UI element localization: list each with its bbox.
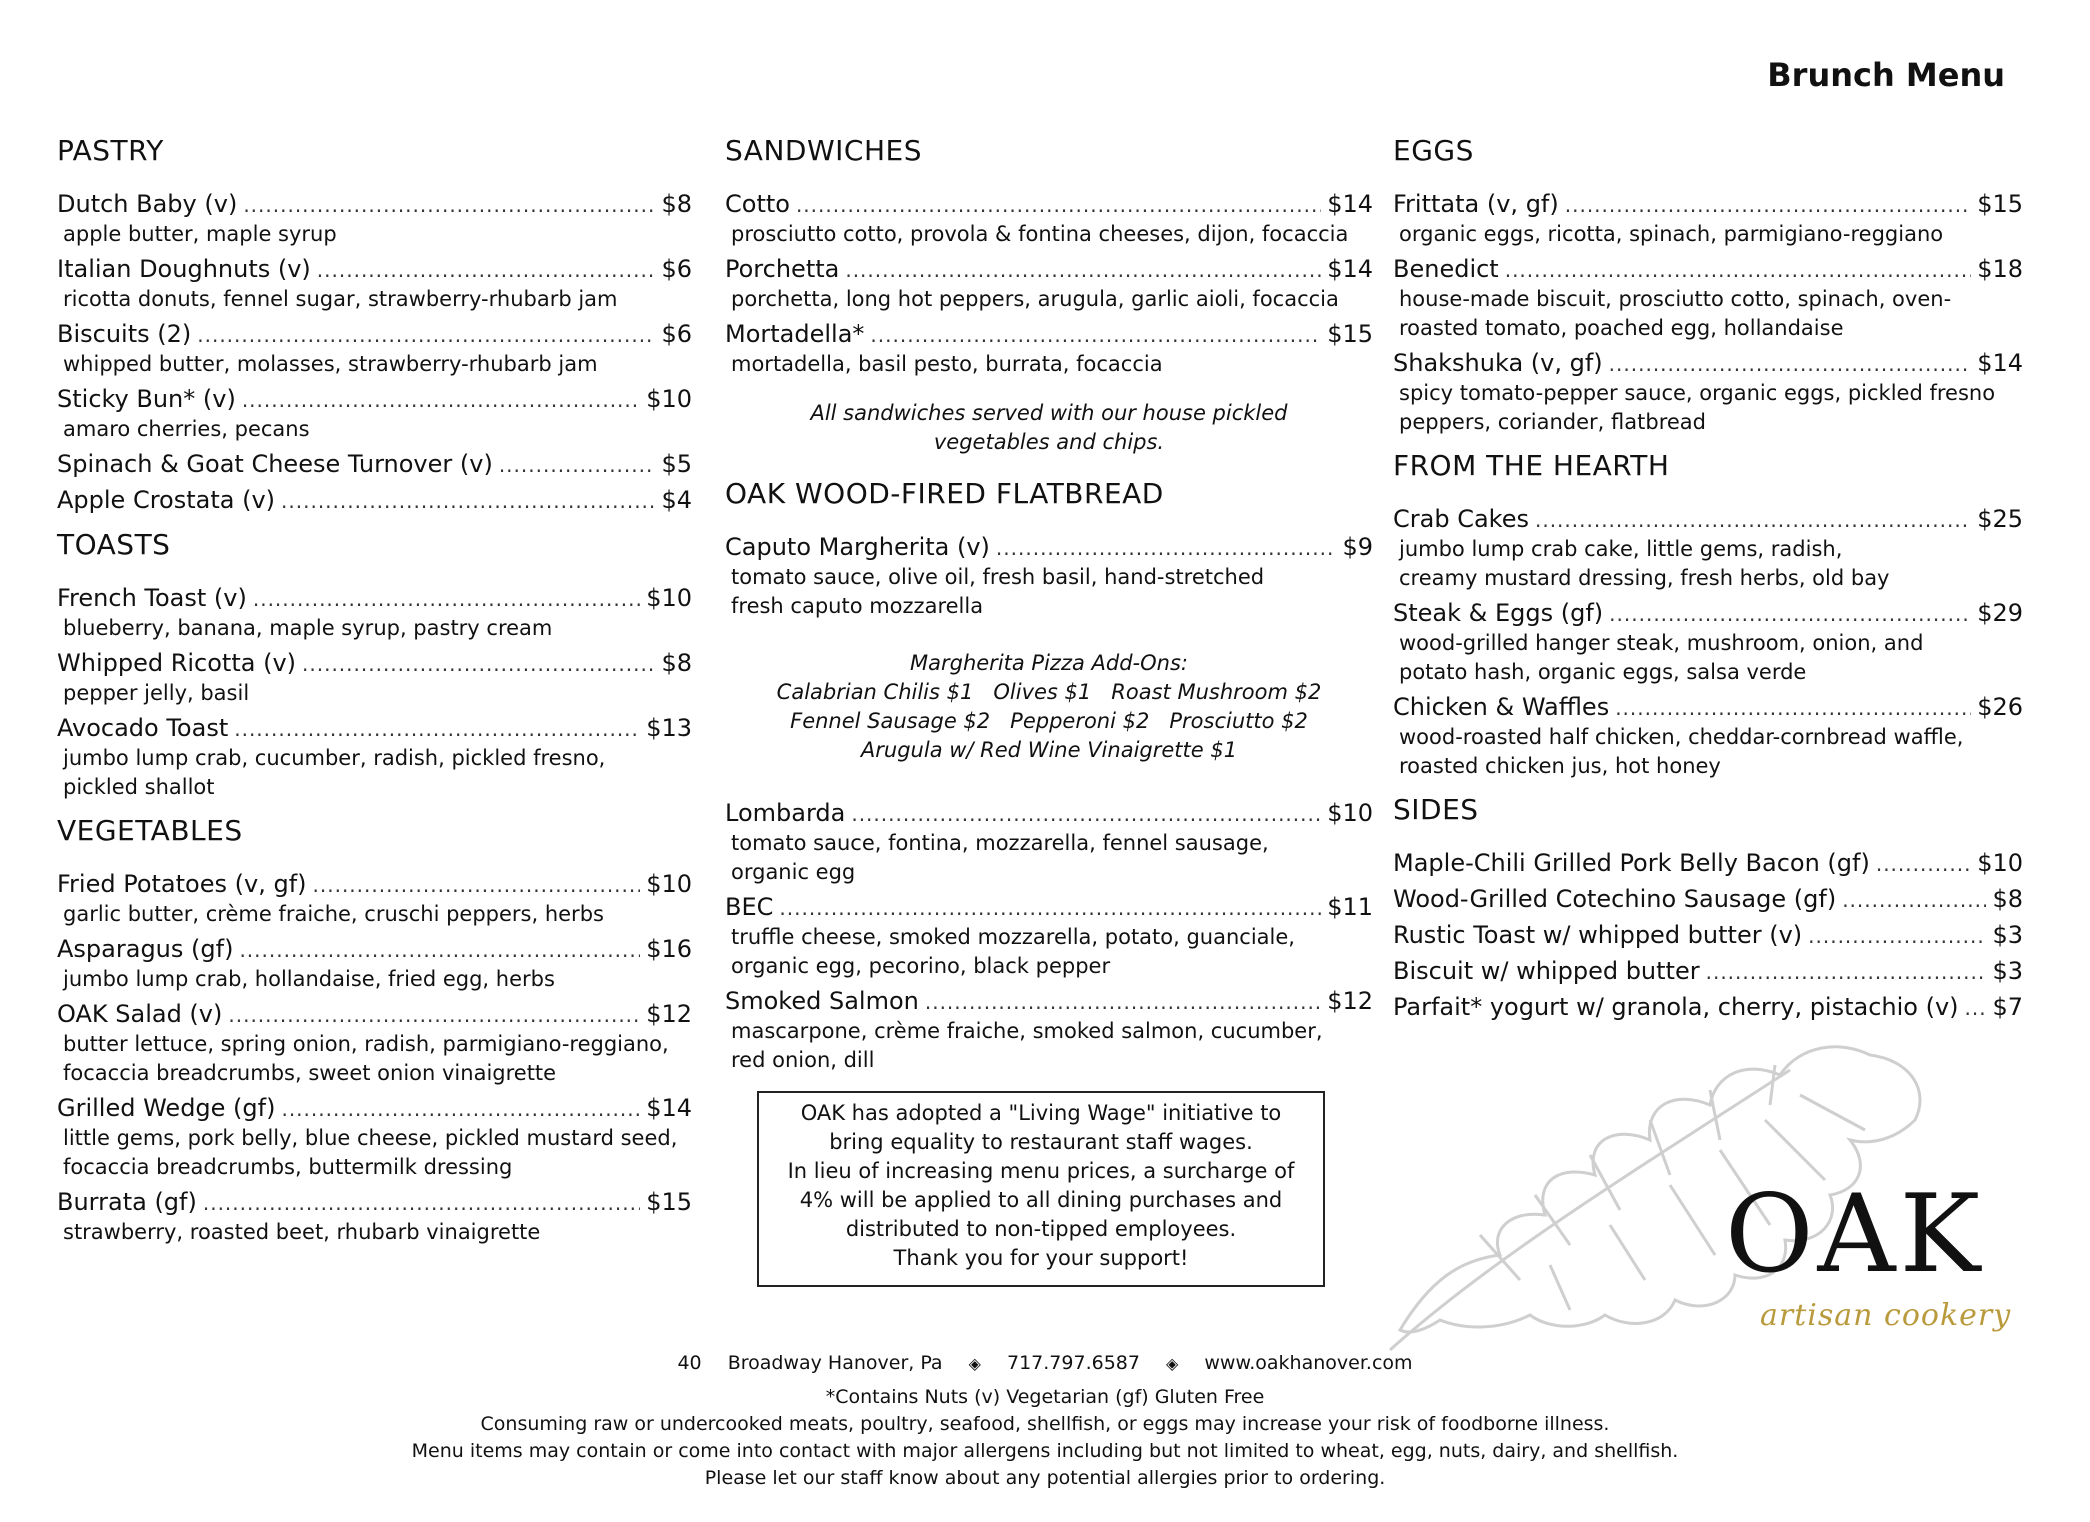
dot-leader <box>1808 920 1986 952</box>
menu-item-description: mascarpone, crème fraiche, smoked salmon, cucumber, <box>731 1019 1323 1043</box>
menu-item-line <box>57 647 692 679</box>
menu-item-name: Shakshuka (v, gf) <box>1393 349 1603 377</box>
menu-item-line <box>57 1186 692 1218</box>
menu-item-line <box>57 582 692 614</box>
menu-item-name: Grilled Wedge (gf) <box>57 1094 276 1122</box>
menu-item-price: $4 <box>661 486 692 514</box>
menu-item-price: $6 <box>661 255 692 283</box>
menu-item-name: French Toast (v) <box>57 584 247 612</box>
section-heading: PASTRY <box>57 134 164 167</box>
menu-item <box>1393 991 2023 1023</box>
note-line: vegetables and chips. <box>933 430 1165 454</box>
website: www.oakhanover.com <box>1204 1352 1413 1374</box>
menu-item-description: tomato sauce, fontina, mozzarella, fennel sausage, <box>731 831 1269 855</box>
menu-section <box>57 812 692 1247</box>
menu-item-price: $9 <box>1342 533 1373 561</box>
section-heading: SIDES <box>1393 793 1479 826</box>
menu-item-name: Biscuit w/ whipped butter <box>1393 957 1700 985</box>
menu-item-line <box>57 868 692 900</box>
menu-item-description: wood-roasted half chicken, cheddar-cornbread waffle, <box>1399 725 1964 749</box>
menu-item <box>57 188 692 249</box>
menu-item-name: Biscuits (2) <box>57 320 192 348</box>
menu-item-description: fresh caputo mozzarella <box>731 594 984 618</box>
dot-leader <box>499 449 656 481</box>
dot-leader <box>1609 348 1972 380</box>
menu-item-price: $15 <box>1327 320 1373 348</box>
address-number: 40 <box>677 1352 702 1374</box>
menu-item-name: Parfait* yogurt w/ granola, cherry, pistachio (v) <box>1393 993 1959 1021</box>
dot-leader <box>242 384 640 416</box>
menu-item-price: $15 <box>646 1188 692 1216</box>
menu-item-line <box>725 797 1373 829</box>
menu-item-price: $5 <box>661 450 692 478</box>
menu-item-description: jumbo lump crab, cucumber, radish, pickled fresno, <box>63 746 606 770</box>
sandwich-note <box>725 399 1373 457</box>
menu-item-line <box>1393 847 2023 879</box>
phone: 717.797.6587 <box>1007 1352 1140 1374</box>
menu-item-price: $10 <box>1977 849 2023 877</box>
menu-item-description: focaccia breadcrumbs, sweet onion vinaigrette <box>63 1061 557 1085</box>
contact-line <box>0 1350 2090 1377</box>
section-heading: FROM THE HEARTH <box>1393 449 1670 482</box>
menu-item-name: Mortadella* <box>725 320 865 348</box>
menu-item <box>1393 188 2023 249</box>
menu-item-description: spicy tomato-pepper sauce, organic eggs, pickled fresno <box>1399 381 1996 405</box>
living-wage-notice <box>757 1091 1325 1287</box>
menu-item-name: Maple-Chili Grilled Pork Belly Bacon (gf) <box>1393 849 1870 877</box>
dot-leader <box>870 319 1321 351</box>
menu-item-name: Benedict <box>1393 255 1499 283</box>
menu-item-price: $16 <box>646 935 692 963</box>
menu-item <box>57 582 692 643</box>
menu-item-price: $29 <box>1977 599 2023 627</box>
menu-item-line <box>725 188 1373 220</box>
dot-leader <box>1842 884 1986 916</box>
menu-item-name: Rustic Toast w/ whipped butter (v) <box>1393 921 1803 949</box>
note-line: All sandwiches served with our house pickled <box>810 401 1288 425</box>
menu-item-description: garlic butter, crème fraiche, cruschi peppers, herbs <box>63 902 604 926</box>
menu-item-price: $14 <box>646 1094 692 1122</box>
menu-section <box>57 526 692 802</box>
menu-item-description: roasted tomato, poached egg, hollandaise <box>1399 316 1844 340</box>
menu-item-name: Wood-Grilled Cotechino Sausage (gf) <box>1393 885 1837 913</box>
menu-item-line <box>57 1092 692 1124</box>
menu-item <box>57 383 692 444</box>
menu-item-description: pepper jelly, basil <box>63 681 250 705</box>
address: Broadway Hanover, Pa <box>727 1352 943 1374</box>
flatbread-items <box>725 797 1373 1075</box>
menu-title: Brunch Menu <box>1767 56 2005 94</box>
section-sandwiches <box>725 132 1373 457</box>
dot-leader <box>281 485 655 517</box>
menu-item-line <box>57 188 692 220</box>
section-heading: TOASTS <box>57 528 171 561</box>
menu-item <box>1393 347 2023 437</box>
menu-item-line <box>1393 691 2023 723</box>
dot-leader <box>243 189 655 221</box>
menu-item-price: $26 <box>1977 693 2023 721</box>
sandwich-items <box>725 188 1373 379</box>
menu-item <box>57 1092 692 1182</box>
dot-leader <box>796 189 1321 221</box>
menu-item-price: $15 <box>1977 190 2023 218</box>
menu-item-line <box>1393 955 2023 987</box>
menu-item <box>57 253 692 314</box>
menu-item-description: focaccia breadcrumbs, buttermilk dressing <box>63 1155 513 1179</box>
section-heading: OAK WOOD-FIRED FLATBREAD <box>725 477 1164 510</box>
footer-line: Please let our staff know about any potential allergies prior to ordering. <box>704 1467 1386 1489</box>
column-middle <box>725 132 1373 1085</box>
dot-leader <box>1565 189 1971 221</box>
menu-item <box>725 891 1373 981</box>
menu-item-name: OAK Salad (v) <box>57 1000 223 1028</box>
menu-item-name: Italian Doughnuts (v) <box>57 255 311 283</box>
addons-title: Margherita Pizza Add-Ons: <box>910 651 1188 675</box>
menu-item-price: $14 <box>1327 255 1373 283</box>
menu-item-price: $6 <box>661 320 692 348</box>
menu-item-line <box>57 484 692 516</box>
dot-leader <box>925 986 1321 1018</box>
menu-item-description: blueberry, banana, maple syrup, pastry cream <box>63 616 553 640</box>
menu-item-name: Asparagus (gf) <box>57 935 234 963</box>
menu-item <box>725 253 1373 314</box>
menu-item-name: Dutch Baby (v) <box>57 190 238 218</box>
section-heading: SANDWICHES <box>725 134 922 167</box>
menu-item <box>57 448 692 480</box>
menu-item-line <box>57 318 692 350</box>
dot-leader <box>239 934 640 966</box>
menu-item-name: Smoked Salmon <box>725 987 919 1015</box>
menu-item-price: $8 <box>661 190 692 218</box>
menu-item-description: butter lettuce, spring onion, radish, parmigiano-reggiano, <box>63 1032 669 1056</box>
menu-item-line <box>725 891 1373 923</box>
menu-item-description: red onion, dill <box>731 1048 875 1072</box>
menu-item <box>57 868 692 929</box>
dot-leader <box>281 1093 640 1125</box>
menu-item-name: Apple Crostata (v) <box>57 486 276 514</box>
menu-item <box>1393 955 2023 987</box>
menu-item-name: Caputo Margherita (v) <box>725 533 990 561</box>
notice-line: bring equality to restaurant staff wages. <box>829 1130 1253 1154</box>
menu-item-name: Spinach & Goat Cheese Turnover (v) <box>57 450 493 478</box>
menu-item-price: $10 <box>646 584 692 612</box>
menu-item <box>725 985 1373 1075</box>
footer-notes <box>0 1384 2090 1492</box>
menu-item-name: Cotto <box>725 190 790 218</box>
menu-item-name: Burrata (gf) <box>57 1188 197 1216</box>
addons-line: Calabrian Chilis $1 Olives $1 Roast Mushroom $2 <box>776 680 1322 704</box>
footer-line: Consuming raw or undercooked meats, poultry, seafood, shellfish, or eggs may increase your risk of foodborne illness. <box>480 1413 1610 1435</box>
oak-tagline: artisan cookery <box>1760 1298 2012 1333</box>
menu-item-description: porchetta, long hot peppers, arugula, garlic aioli, focaccia <box>731 287 1339 311</box>
menu-item-description: potato hash, organic eggs, salsa verde <box>1399 660 1807 684</box>
menu-item-line <box>1393 188 2023 220</box>
menu-item-description: mortadella, basil pesto, burrata, focaccia <box>731 352 1163 376</box>
menu-item-description: prosciutto cotto, provola & fontina cheeses, dijon, focaccia <box>731 222 1349 246</box>
column-right <box>1393 132 2023 1033</box>
menu-item-line <box>57 253 692 285</box>
menu-item-name: Whipped Ricotta (v) <box>57 649 297 677</box>
menu-item-price: $10 <box>1327 799 1373 827</box>
menu-item-name: Lombarda <box>725 799 846 827</box>
menu-item-line <box>1393 883 2023 915</box>
dot-leader <box>197 319 655 351</box>
pizza-addons <box>725 649 1373 765</box>
menu-item <box>57 318 692 379</box>
footer-line: *Contains Nuts (v) Vegetarian (gf) Gluten Free <box>825 1386 1265 1408</box>
dot-leader <box>234 713 640 745</box>
menu-item-description: tomato sauce, olive oil, fresh basil, hand-stretched <box>731 565 1265 589</box>
menu-item-price: $25 <box>1977 505 2023 533</box>
dot-leader <box>253 583 640 615</box>
menu-item-price: $13 <box>646 714 692 742</box>
menu-item <box>1393 919 2023 951</box>
footer-line: Menu items may contain or come into contact with major allergens including but not limited to wheat, egg, nuts, dairy, and shellfish. <box>411 1440 1679 1462</box>
menu-item-description: pickled shallot <box>63 775 215 799</box>
notice-line: Thank you for your support! <box>893 1246 1189 1270</box>
menu-item-line <box>1393 253 2023 285</box>
menu-item-line <box>1393 991 2023 1023</box>
menu-item-price: $7 <box>1992 993 2023 1021</box>
menu-item-line <box>1393 503 2023 535</box>
dot-leader <box>1706 956 1987 988</box>
dot-leader <box>1965 992 1987 1024</box>
menu-item-line <box>725 253 1373 285</box>
dot-leader <box>996 532 1337 564</box>
menu-item <box>57 1186 692 1247</box>
menu-item-price: $10 <box>646 870 692 898</box>
notice-line: OAK has adopted a "Living Wage" initiative to <box>800 1101 1282 1125</box>
menu-item-line <box>57 933 692 965</box>
menu-item-description: jumbo lump crab, hollandaise, fried egg, herbs <box>63 967 555 991</box>
menu-item-name: Frittata (v, gf) <box>1393 190 1559 218</box>
menu-section <box>57 132 692 516</box>
section-heading: VEGETABLES <box>57 814 243 847</box>
menu-item-name: Chicken & Waffles <box>1393 693 1610 721</box>
menu-item-price: $3 <box>1992 957 2023 985</box>
menu-item-price: $8 <box>1992 885 2023 913</box>
menu-item <box>1393 883 2023 915</box>
menu-item-price: $18 <box>1977 255 2023 283</box>
menu-item <box>57 484 692 516</box>
menu-item-description: jumbo lump crab cake, little gems, radish, <box>1399 537 1843 561</box>
menu-item <box>1393 597 2023 687</box>
menu-item-description: organic egg <box>731 860 856 884</box>
menu-item-name: Crab Cakes <box>1393 505 1529 533</box>
flatbread-first <box>725 531 1373 621</box>
menu-item-line <box>57 712 692 744</box>
menu-item-description: amaro cherries, pecans <box>63 417 310 441</box>
menu-item <box>725 531 1373 621</box>
dot-leader <box>1505 254 1971 286</box>
menu-item <box>725 318 1373 379</box>
dot-leader <box>228 999 640 1031</box>
menu-item-line <box>1393 347 2023 379</box>
dot-leader <box>302 648 655 680</box>
menu-item-line <box>1393 919 2023 951</box>
menu-item-description: wood-grilled hanger steak, mushroom, onion, and <box>1399 631 1924 655</box>
menu-item <box>1393 847 2023 879</box>
menu-item-price: $11 <box>1327 893 1373 921</box>
menu-item-name: Avocado Toast <box>57 714 229 742</box>
diamond-icon: ◈ <box>968 1354 981 1373</box>
notice-line: 4% will be applied to all dining purchases and <box>799 1188 1283 1212</box>
menu-item-name: Steak & Eggs (gf) <box>1393 599 1604 627</box>
menu-item-description: organic egg, pecorino, black pepper <box>731 954 1111 978</box>
menu-item-price: $14 <box>1327 190 1373 218</box>
menu-item-description: strawberry, roasted beet, rhubarb vinaigrette <box>63 1220 541 1244</box>
menu-item-price: $12 <box>646 1000 692 1028</box>
menu-section <box>1393 791 2023 1023</box>
menu-item-name: Fried Potatoes (v, gf) <box>57 870 307 898</box>
menu-item <box>57 712 692 802</box>
menu-item <box>1393 691 2023 781</box>
dot-leader <box>203 1187 640 1219</box>
menu-item <box>1393 253 2023 343</box>
menu-item-line <box>725 531 1373 563</box>
addons-line: Arugula w/ Red Wine Vinaigrette $1 <box>860 738 1238 762</box>
menu-item-description: roasted chicken jus, hot honey <box>1399 754 1721 778</box>
menu-item-name: Porchetta <box>725 255 840 283</box>
notice-line: distributed to non-tipped employees. <box>845 1217 1237 1241</box>
notice-line: In lieu of increasing menu prices, a surcharge of <box>787 1159 1295 1183</box>
menu-item-line <box>57 383 692 415</box>
menu-item-description: organic eggs, ricotta, spinach, parmigiano-reggiano <box>1399 222 1944 246</box>
menu-section <box>1393 447 2023 781</box>
dot-leader <box>317 254 656 286</box>
section-flatbread <box>725 475 1373 1075</box>
menu-item-line <box>725 985 1373 1017</box>
menu-item-description: creamy mustard dressing, fresh herbs, old bay <box>1399 566 1890 590</box>
menu-item-description: ricotta donuts, fennel sugar, strawberry-rhubarb jam <box>63 287 618 311</box>
menu-item-line <box>57 448 692 480</box>
dot-leader <box>313 869 641 901</box>
menu-item-description: little gems, pork belly, blue cheese, pickled mustard seed, <box>63 1126 678 1150</box>
menu-item-price: $3 <box>1992 921 2023 949</box>
menu-item-price: $8 <box>661 649 692 677</box>
menu-item <box>57 647 692 708</box>
menu-item <box>1393 503 2023 593</box>
menu-item-name: BEC <box>725 893 774 921</box>
dot-leader <box>779 892 1321 924</box>
menu-item-price: $10 <box>646 385 692 413</box>
dot-leader <box>1609 598 1971 630</box>
menu-item-description: house-made biscuit, prosciutto cotto, spinach, oven- <box>1399 287 1952 311</box>
menu-item <box>57 998 692 1088</box>
section-heading: EGGS <box>1393 134 1474 167</box>
menu-item <box>725 188 1373 249</box>
dot-leader <box>1876 848 1971 880</box>
menu-item-description: whipped butter, molasses, strawberry-rhubarb jam <box>63 352 598 376</box>
addons-line: Fennel Sausage $2 Pepperoni $2 Prosciutto $2 <box>790 709 1308 733</box>
dot-leader <box>1615 692 1971 724</box>
menu-item-description: truffle cheese, smoked mozzarella, potato, guanciale, <box>731 925 1295 949</box>
dot-leader <box>1535 504 1971 536</box>
menu-item <box>725 797 1373 887</box>
menu-item-line <box>1393 597 2023 629</box>
menu-item-name: Sticky Bun* (v) <box>57 385 236 413</box>
menu-item-description: apple butter, maple syrup <box>63 222 337 246</box>
menu-section <box>1393 132 2023 437</box>
diamond-icon: ◈ <box>1166 1354 1179 1373</box>
menu-item <box>57 933 692 994</box>
menu-item-line <box>57 998 692 1030</box>
dot-leader <box>845 254 1321 286</box>
dot-leader <box>851 798 1321 830</box>
menu-item-price: $14 <box>1977 349 2023 377</box>
menu-item-price: $12 <box>1327 987 1373 1015</box>
menu-item-line <box>725 318 1373 350</box>
menu-item-description: peppers, coriander, flatbread <box>1399 410 1706 434</box>
column-left <box>57 132 692 1257</box>
oak-logo: OAK <box>1725 1172 1985 1297</box>
